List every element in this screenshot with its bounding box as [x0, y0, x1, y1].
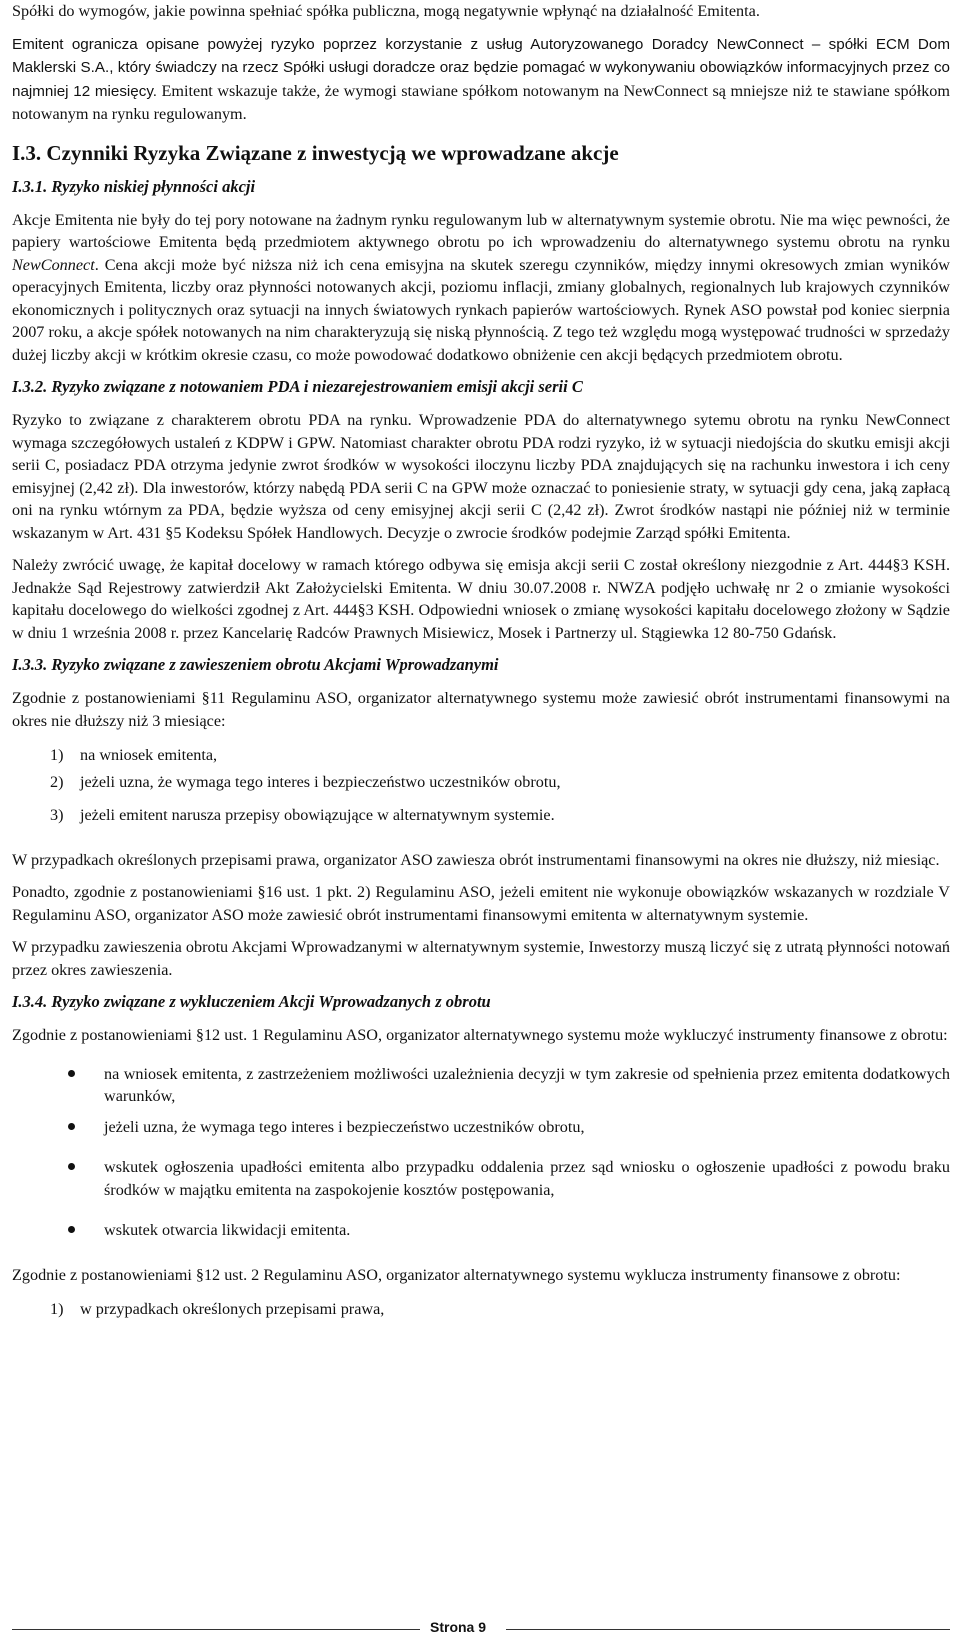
heading-i-3-1: I.3.1. Ryzyko niskiej płynności akcji — [12, 176, 256, 196]
bullet-item: na wniosek emitenta, z zastrzeżeniem możliwości uzależnienia decyzji w tym zakresie od spełnienia przez emitenta dodatkowych warunków, — [12, 1063, 950, 1108]
s3-paragraph-3: Ponadto, zgodnie z postanowieniami §16 ust. 1 pkt. 2) Regulaminu ASO, jeżeli emitent nie wykonuje obowiązków wskazanych w rozdziale V Regulaminu ASO, organizator ASO może zawiesić obrót instrumentami finansowymi emitenta w alternatywnym systemie. — [12, 883, 950, 924]
list-item: 1) na wniosek emitenta, — [50, 746, 218, 764]
bullet-item: wskutek ogłoszenia upadłości emitenta albo przypadku oddalenia przez sąd wniosku o ogłoszenie upadłości z powodu braku środków w majątku emitenta na zaspokojenie kosztów postępowania, — [12, 1156, 950, 1201]
s3-paragraph-1: Zgodnie z postanowieniami §11 Regulaminu ASO, organizator alternatywnego systemu może zawiesić obrót instrumentami finansowymi na okres nie dłuższy niż 3 miesiące: — [12, 689, 950, 730]
s3-numbered-list — [12, 744, 950, 827]
list-item: 3) jeżeli emitent narusza przepisy obowiązujące w alternatywnym systemie. — [50, 806, 555, 824]
heading-i-3-3: I.3.3. Ryzyko związane z zawieszeniem obrotu Akcjami Wprowadzanymi — [12, 655, 499, 674]
s1-text-b: . Cena akcji może być niższa niż ich cena emisyjna na skutek szeregu czynników, między innymi okresowych zmian wyników operacyjnych Emitenta, liczby oraz płynności notowanych akcji, poziomu inflacji, zmiany globalnych, regionalnych lub krajowych czynników ekonomicznych i politycznych oraz sytuacji na innych światowych rynkach papierów wartościowych. Rynek ASO powstał pod koniec sierpnia 2007 roku, a akcje spółek notowanych na nim charakteryzują się niską płynnością. Z tego też względu mogą występować trudności w sprzedaży dużej liczby akcji w krótkim okresie czasu, co może powodować dodatkowo obniżenie cen akcji będących przedmiotem obrotu. — [12, 255, 950, 364]
s2-paragraph-2: Należy zwrócić uwagę, że kapitał docelowy w ramach którego odbywa się emisja akcji serii C został określony niezgodnie z Art. 444§3 KSH. Jednakże Sąd Rejestrowy zatwierdził Akt Założycielski Emitenta. W dniu 30.07.2008 r. NWZA podjęło uchwałę nr 2 o zmianie wysokości kapitału docelowego do wielkości zgodnej z Art. 444§3 KSH. Odpowiedni wniosek o zmianę wysokości kapitału docelowego złożony w Sądzie w dniu 1 września 2008 r. przez Kancelarię Radców Prawnych Misiewicz, Mosek i Partnerzy ul. Stągiewka 12 80-750 Gdańsk. — [12, 556, 950, 642]
s4-numbered-list — [12, 1298, 950, 1321]
footer-rule-left — [12, 1629, 420, 1630]
s4-paragraph-1: Zgodnie z postanowieniami §12 ust. 1 Regulaminu ASO, organizator alternatywnego systemu może wykluczyć instrumenty finansowe z obrotu: — [12, 1026, 948, 1044]
section-title: I.3. Czynniki Ryzyka Związane z inwestycją we wprowadzane akcje — [12, 140, 619, 165]
s1-paragraph — [12, 209, 950, 367]
page-footer — [0, 1619, 960, 1636]
bullet-item: jeżeli uzna, że wymaga tego interes i bezpieczeństwo uczestników obrotu, — [12, 1116, 950, 1139]
s4-bullet-list — [12, 1063, 950, 1242]
heading-i-3-2: I.3.2. Ryzyko związane z notowaniem PDA i niezarejestrowaniem emisji akcji serii C — [12, 377, 583, 396]
bullet-icon — [12, 1116, 104, 1139]
intro-paragraph-2 — [12, 33, 950, 126]
intro-paragraph-2-sans: Emitent ogranicza opisane powyżej ryzyko poprzez korzystanie z usług Autoryzowanego Doradcy NewConnect – spółki ECM Dom Maklerski S.A., który świadczy na rzecz Spółki usługi doradcze oraz będzie pomagać w wykonywaniu obowiązków informacyjnych przez co najmniej 12 miesięcy. — [12, 35, 950, 100]
s4-paragraph-2: Zgodnie z postanowieniami §12 ust. 2 Regulaminu ASO, organizator alternatywnego systemu wyklucza instrumenty finansowe z obrotu: — [12, 1265, 901, 1284]
list-item: 1) w przypadkach określonych przepisami prawa, — [50, 1300, 385, 1318]
s1-text-newconnect: NewConnect — [12, 255, 95, 274]
s3-paragraph-2: W przypadkach określonych przepisami prawa, organizator ASO zawiesza obrót instrumentami finansowymi na okres nie dłuższy, niż miesiąc. — [12, 850, 940, 869]
intro-paragraph-2-serif: Emitent wskazuje także, że wymogi stawiane spółkom notowanym na NewConnect są mniejsze niż te stawiane spółkom notowanym na rynku regulowanym. — [12, 81, 950, 123]
document-page — [12, 0, 950, 1343]
s2-paragraph-1: Ryzyko to związane z charakterem obrotu PDA na rynku. Wprowadzenie PDA do alternatywnego sytemu obrotu na rynku NewConnect wymaga szczegółowych ustaleń z KDPW i GPW. Natomiast charakter obrotu PDA rodzi ryzyko, iż w sytuacji niedojścia do skutku emisji akcji serii C, posiadacz PDA otrzyma jedynie zwrot środków w wysokości iloczynu liczby PDA znajdujących się na rachunku inwestora i ich ceny emisyjnej (2,42 zł). Dla inwestorów, którzy nabędą PDA serii C na GPW może oznaczać to poniesienie straty, w sytuacji gdy cena, jaką zapłacą oni na rynku wtórnym za PDA, będzie wyższa od ceny emisyjnej akcji serii C (2,42 zł). Zwrot środków nastąpi nie później niż w terminie wskazanym w Art. 431 §5 Kodeksu Spółek Handlowych. Decyzje o zwrocie środków podejmie Zarząd spółki Emitenta. — [12, 411, 950, 542]
footer-rule-right — [506, 1629, 950, 1630]
intro-paragraph-1: Spółki do wymogów, jakie powinna spełniać spółka publiczna, mogą negatywnie wpłynąć na działalność Emitenta. — [12, 2, 760, 20]
list-item: 2) jeżeli uzna, że wymaga tego interes i bezpieczeństwo uczestników obrotu, — [50, 772, 561, 791]
bullet-icon — [12, 1219, 104, 1242]
page-number: Strona 9 — [430, 1619, 487, 1635]
bullet-icon — [12, 1156, 104, 1201]
bullet-item: wskutek otwarcia likwidacji emitenta. — [12, 1219, 950, 1242]
s3-paragraph-4: W przypadku zawieszenia obrotu Akcjami Wprowadzanymi w alternatywnym systemie, Inwestorzy muszą liczyć się z utratą płynności notowań przez okres zawieszenia. — [12, 938, 950, 979]
bullet-icon — [12, 1063, 104, 1108]
heading-i-3-4: I.3.4. Ryzyko związane z wykluczeniem Akcji Wprowadzanych z obrotu — [12, 992, 491, 1011]
s1-text-a: Akcje Emitenta nie były do tej pory notowane na żadnym rynku regulowanym lub w alternatywnym systemie obrotu. Nie ma więc pewności, że papiery wartościowe Emitenta będą przedmiotem aktywnego obrotu po ich wprowadzeniu do alternatywnego systemu obrotu na rynku — [12, 210, 950, 251]
